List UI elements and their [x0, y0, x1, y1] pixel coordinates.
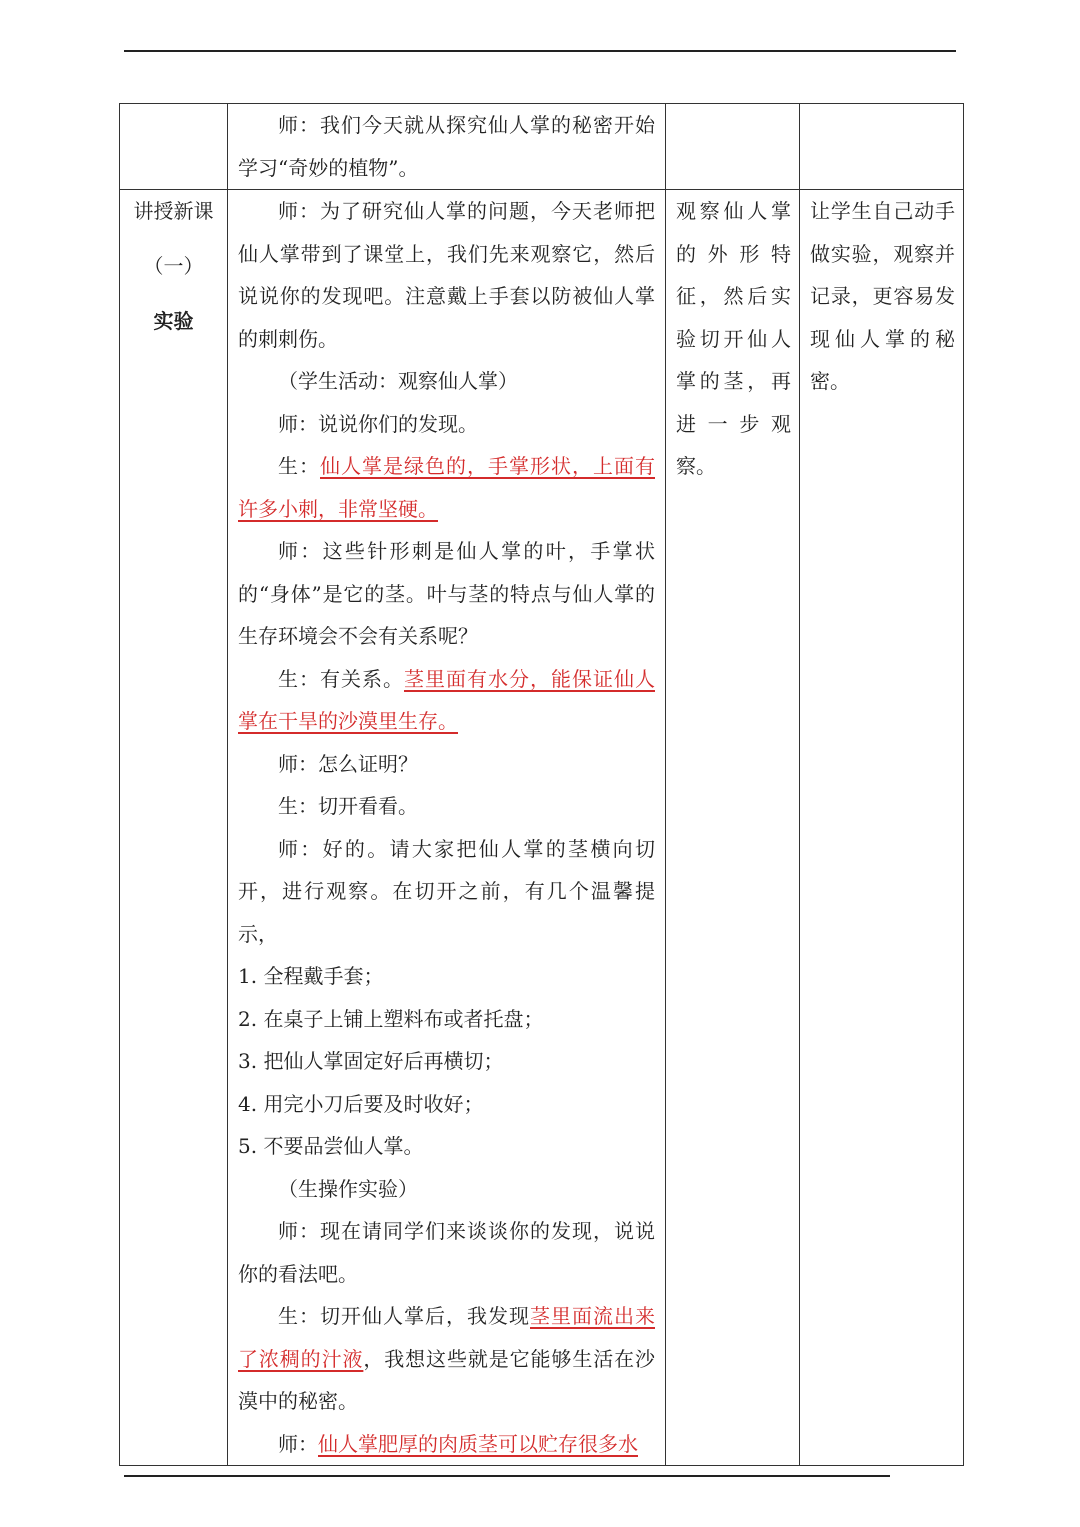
dialog-paragraph	[238, 445, 655, 530]
speaker-prefix: 生：切开仙人掌后，我发现	[278, 1304, 530, 1328]
dialog-cell	[228, 190, 666, 1466]
table-row	[120, 190, 964, 1466]
dialog-paragraph	[238, 1295, 655, 1423]
highlighted-answer: 茎里面流出来了浓稠的汁液	[238, 1304, 655, 1371]
dialog-paragraph: 生：切开看看。	[278, 794, 418, 818]
intent-text: 让学生自己动手做实验，观察并记录，更容易发现仙人掌的秘密。	[810, 199, 955, 393]
speaker-prefix: 生：有关系。	[278, 666, 404, 691]
dialog-paragraph: 师：好的。请大家把仙人掌的茎横向切开，进行观察。在切开之前，有几个温馨提示，	[238, 836, 655, 946]
footer-rule	[124, 1475, 890, 1477]
intent-cell	[800, 104, 964, 190]
stage-title: 讲授新课	[133, 199, 214, 223]
tip-item: 4. 用完小刀后要及时收好；	[238, 1091, 484, 1116]
dialog-paragraph: 师：怎么证明？	[278, 751, 418, 776]
stage-number: （一）	[143, 254, 204, 278]
stage-cell	[120, 104, 228, 190]
dialog-paragraph: 师：说说你们的发现。	[278, 411, 478, 436]
activity-text: 观察仙人掌的外形特征，然后实验切开仙人掌的茎，再进一步观察。	[676, 199, 791, 478]
tip-item: 1. 全程戴手套；	[238, 964, 384, 988]
header-rule	[124, 50, 956, 52]
highlighted-answer: 仙人掌肥厚的肉质茎可以贮存很多水	[318, 1431, 638, 1456]
lesson-plan-table	[119, 103, 964, 1466]
dialog-paragraph: （生操作实验）	[278, 1176, 418, 1201]
activity-cell	[666, 190, 800, 1466]
tip-item: 2. 在桌子上铺上塑料布或者托盘；	[238, 1006, 544, 1031]
dialog-paragraph: 师：我们今天就从探究仙人掌的秘密开始学习“奇妙的植物”。	[238, 113, 655, 180]
highlighted-answer: 仙人掌是绿色的，手掌形状，上面有许多小刺，非常坚硬。	[238, 454, 655, 521]
dialog-paragraph	[238, 1423, 655, 1466]
highlighted-answer: 茎里面有水分，能保证仙人掌在干旱的沙漠里生存。	[238, 666, 655, 733]
speaker-prefix: 生：	[278, 454, 320, 478]
dialog-paragraph: 师：现在请同学们来谈谈你的发现，说说你的看法吧。	[238, 1219, 655, 1286]
dialog-cell	[228, 104, 666, 190]
dialog-paragraph: 师：这些针形刺是仙人掌的叶，手掌状的“身体”是它的茎。叶与茎的特点与仙人掌的生存环境会不会有关系呢？	[238, 539, 655, 648]
tip-item: 5. 不要品尝仙人掌。	[238, 1134, 424, 1158]
tip-item: 3. 把仙人掌固定好后再横切；	[238, 1049, 504, 1073]
speaker-prefix: 师：	[278, 1431, 318, 1456]
dialog-continuation: ，我想这些就是它能够生活在沙漠中的秘密。	[238, 1346, 656, 1413]
dialog-paragraph: （学生活动：观察仙人掌）	[278, 369, 518, 393]
activity-cell	[666, 104, 800, 190]
intent-cell	[800, 190, 964, 1466]
stage-subtitle: 实验	[153, 309, 194, 333]
stage-cell	[120, 190, 228, 1466]
table-row	[120, 104, 964, 190]
dialog-paragraph: 师：为了研究仙人掌的问题，今天老师把仙人掌带到了课堂上，我们先来观察它，然后说说你的发现吧。注意戴上手套以防被仙人掌的刺刺伤。	[238, 199, 655, 351]
dialog-paragraph	[238, 658, 655, 743]
